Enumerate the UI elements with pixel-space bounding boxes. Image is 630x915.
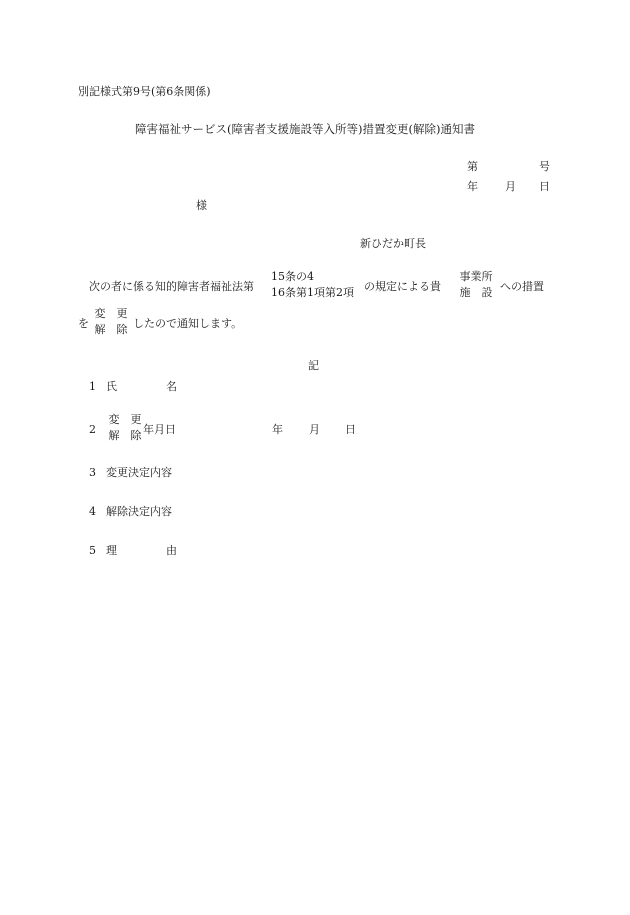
facility-option-1: 事業所 <box>459 270 493 283</box>
item-5-number: 5 <box>89 544 96 557</box>
item-1-label-b: 名 <box>166 380 177 393</box>
facility-options <box>457 269 495 301</box>
item-2-change-options <box>108 412 142 444</box>
body-rule-text: の規定による貴 <box>364 280 441 293</box>
item-5-label-b: 由 <box>166 544 177 557</box>
ki-heading: 記 <box>308 359 319 372</box>
article-options <box>271 269 354 301</box>
date-month: 月 <box>505 180 516 193</box>
item-2-change-option-1: 変 更 <box>108 413 142 426</box>
item-1-label-a: 氏 <box>106 380 117 393</box>
item-4-label: 解除決定内容 <box>106 505 172 518</box>
item-2-year: 年 <box>272 423 283 436</box>
article-option-2: 16条第1項第2項 <box>271 286 354 299</box>
body-wo-text: を <box>78 317 89 330</box>
item-2-month: 月 <box>309 423 320 436</box>
item-4-number: 4 <box>89 505 96 518</box>
item-2-number: 2 <box>89 423 96 436</box>
issuer-name: 新ひだか町長 <box>360 237 426 250</box>
body-closing-text: したので通知します。 <box>133 317 243 330</box>
body-lead-text: 次の者に係る知的障害者福祉法第 <box>89 280 254 293</box>
item-2-label: 年月日 <box>143 423 176 436</box>
change-option-2: 解 除 <box>94 323 128 336</box>
item-3-number: 3 <box>89 466 96 479</box>
change-option-1: 変 更 <box>94 307 128 320</box>
article-option-1: 15条の4 <box>271 270 314 283</box>
document-title: 障害福祉サービス(障害者支援施設等入所等)措置変更(解除)通知書 <box>135 122 475 136</box>
doc-number-prefix: 第 <box>467 160 478 173</box>
item-2-day: 日 <box>345 423 356 436</box>
date-day: 日 <box>539 180 550 193</box>
item-5-label-a: 理 <box>106 544 117 557</box>
date-year: 年 <box>467 180 478 193</box>
change-options <box>94 306 128 338</box>
item-3-label: 変更決定内容 <box>106 466 172 479</box>
item-2-change-option-2: 解 除 <box>108 429 142 442</box>
item-1-number: 1 <box>89 380 96 393</box>
addressee-honorific: 様 <box>196 199 207 212</box>
body-measure-text: への措置 <box>500 280 544 293</box>
doc-number-suffix: 号 <box>539 160 550 173</box>
form-number-label: 別記様式第9号(第6条関係) <box>78 85 211 98</box>
facility-option-2: 施 設 <box>459 286 493 299</box>
